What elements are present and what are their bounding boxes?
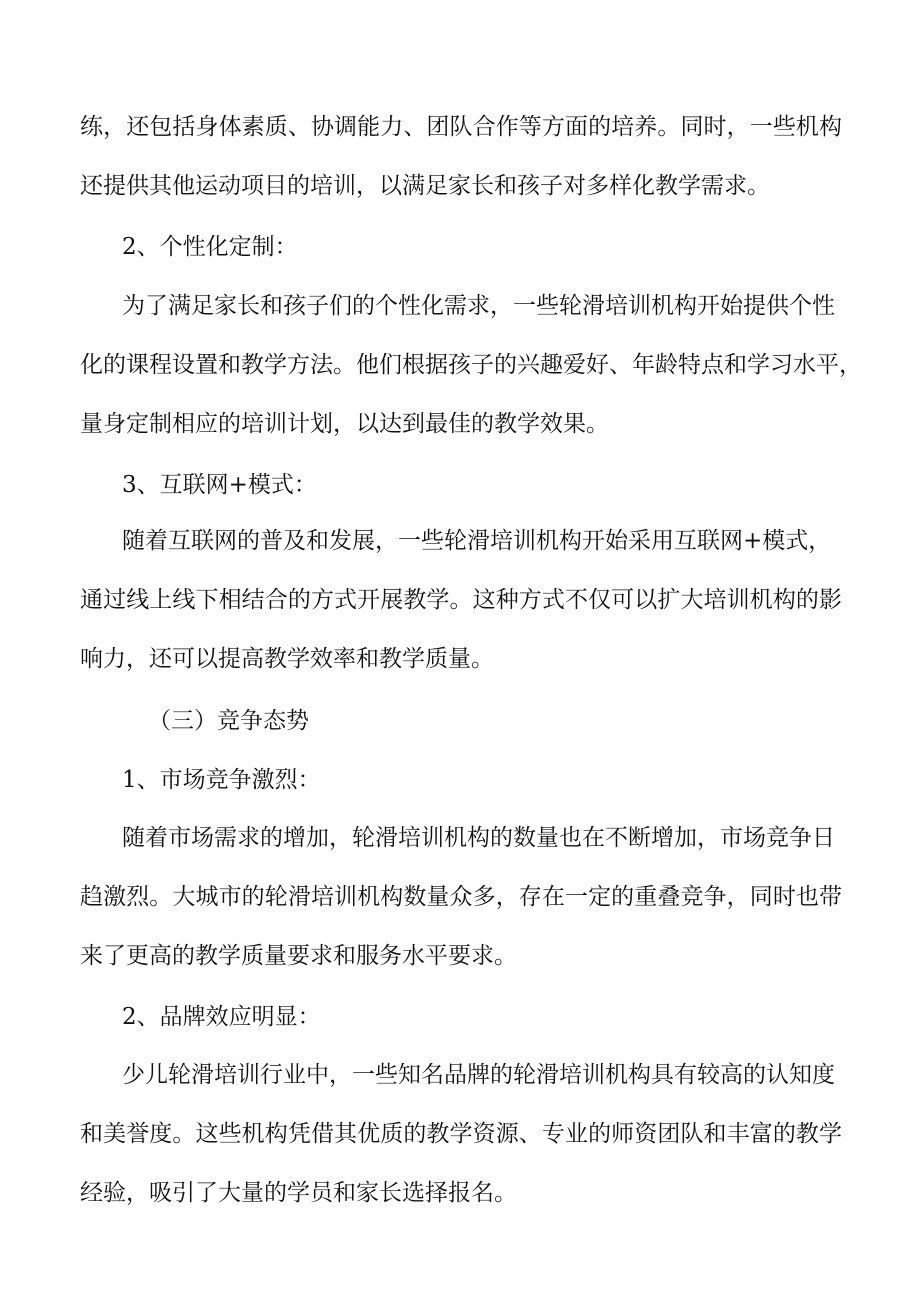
paragraph-line: 和美誉度。这些机构凭借其优质的教学资源、专业的师资团队和丰富的教学 [80,1121,842,1147]
paragraph-line: 还提供其他运动项目的培训，以满足家长和孩子对多样化教学需求。 [80,173,770,199]
heading-market-competition: 1、市场竞争激烈： [122,767,321,793]
paragraph-line: 经验，吸引了大量的学员和家长选择报名。 [80,1180,517,1206]
paragraph-line: 随着互联网的普及和发展，一些轮滑培训机构开始采用互联网+模式， [122,528,832,554]
heading-brand-effect: 2、品牌效应明显： [122,1004,321,1030]
paragraph-line: 量身定制相应的培训计划，以达到最佳的教学效果。 [80,411,609,437]
paragraph-line: 化的课程设置和教学方法。他们根据孩子的兴趣爱好、年龄特点和学习水平， [80,352,862,378]
heading-internet-plus-model: 3、互联网+模式： [122,472,317,498]
paragraph-line: 响力，还可以提高教学效率和教学质量。 [80,646,494,672]
paragraph-line: 练，还包括身体素质、协调能力、团队合作等方面的培养。同时，一些机构 [80,114,842,140]
paragraph-line: 随着市场需求的增加，轮滑培训机构的数量也在不断增加，市场竞争日 [122,825,835,851]
section-title-competition: （三）竞争态势 [148,708,309,734]
paragraph-line: 少儿轮滑培训行业中，一些知名品牌的轮滑培训机构具有较高的认知度 [122,1062,835,1088]
paragraph-line: 通过线上线下相结合的方式开展教学。这种方式不仅可以扩大培训机构的影 [80,587,842,613]
paragraph-line: 为了满足家长和孩子们的个性化需求，一些轮滑培训机构开始提供个性 [122,293,835,319]
paragraph-line: 来了更高的教学质量要求和服务水平要求。 [80,943,517,969]
heading-personalized-customization: 2、个性化定制： [122,234,298,260]
paragraph-line: 趋激烈。大城市的轮滑培训机构数量众多，存在一定的重叠竞争，同时也带 [80,884,842,910]
